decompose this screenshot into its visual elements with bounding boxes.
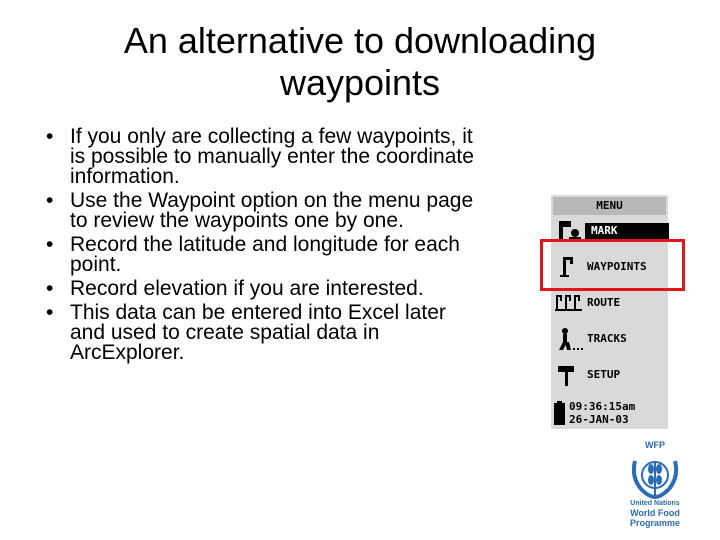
route-icon — [555, 291, 583, 315]
bullet-text: Record elevation if you are interested. — [70, 277, 424, 300]
bullet-item — [46, 279, 486, 299]
wfp-line1: United Nations — [630, 500, 680, 507]
gps-menu-label: WAYPOINTS — [587, 260, 647, 273]
gps-menu-label: ROUTE — [587, 296, 621, 309]
wfp-line2: World Food — [630, 508, 680, 518]
gps-time: 09:36:15am — [569, 400, 636, 413]
bullet-text: Use the Waypoint option on the menu page to review the waypoints one by one. — [70, 189, 474, 232]
gps-date: 26-JAN-03 — [569, 413, 629, 426]
bullet-text: Record the latitude and longitude for each point. — [70, 233, 460, 276]
bullet-item — [46, 235, 486, 275]
battery-icon — [554, 401, 565, 425]
bullet-dot: • — [46, 277, 54, 300]
wfp-emblem-icon — [629, 451, 681, 499]
slide-title: An alternative to downloading waypoints — [123, 20, 597, 103]
bullet-dot: • — [46, 125, 54, 148]
bullet-list — [46, 127, 486, 367]
gps-menu-screen — [551, 195, 668, 429]
walker-icon — [555, 327, 583, 351]
gps-clock — [551, 397, 668, 429]
gps-menu-label: SETUP — [587, 368, 621, 381]
bullet-text: If you only are collecting a few waypoints, it is possible to manually enter the coordinate information. — [70, 125, 474, 188]
bullet-text: This data can be entered into Excel later and used to create spatial data in ArcExplorer. — [70, 301, 446, 364]
waypoints-highlight-box — [540, 239, 685, 291]
hammer-icon — [555, 363, 583, 387]
gps-menu-label: MARK — [585, 223, 669, 239]
wfp-abbr: WFP — [645, 440, 665, 450]
wfp-logo — [620, 440, 690, 530]
bullet-item — [46, 303, 486, 363]
wfp-name — [620, 500, 690, 528]
gps-menu-item-tracks[interactable] — [551, 323, 668, 355]
bullet-dot: • — [46, 301, 54, 324]
gps-menu-item-route[interactable] — [551, 287, 668, 319]
wfp-line3: Programme — [629, 518, 681, 528]
gps-menu-label: TRACKS — [587, 332, 627, 345]
bullet-item — [46, 127, 486, 187]
bullet-dot: • — [46, 189, 54, 212]
gps-menu-item-setup[interactable] — [551, 359, 668, 391]
bullet-dot: • — [46, 233, 54, 256]
bullet-item — [46, 191, 486, 231]
gps-menu-header: MENU — [553, 197, 666, 215]
